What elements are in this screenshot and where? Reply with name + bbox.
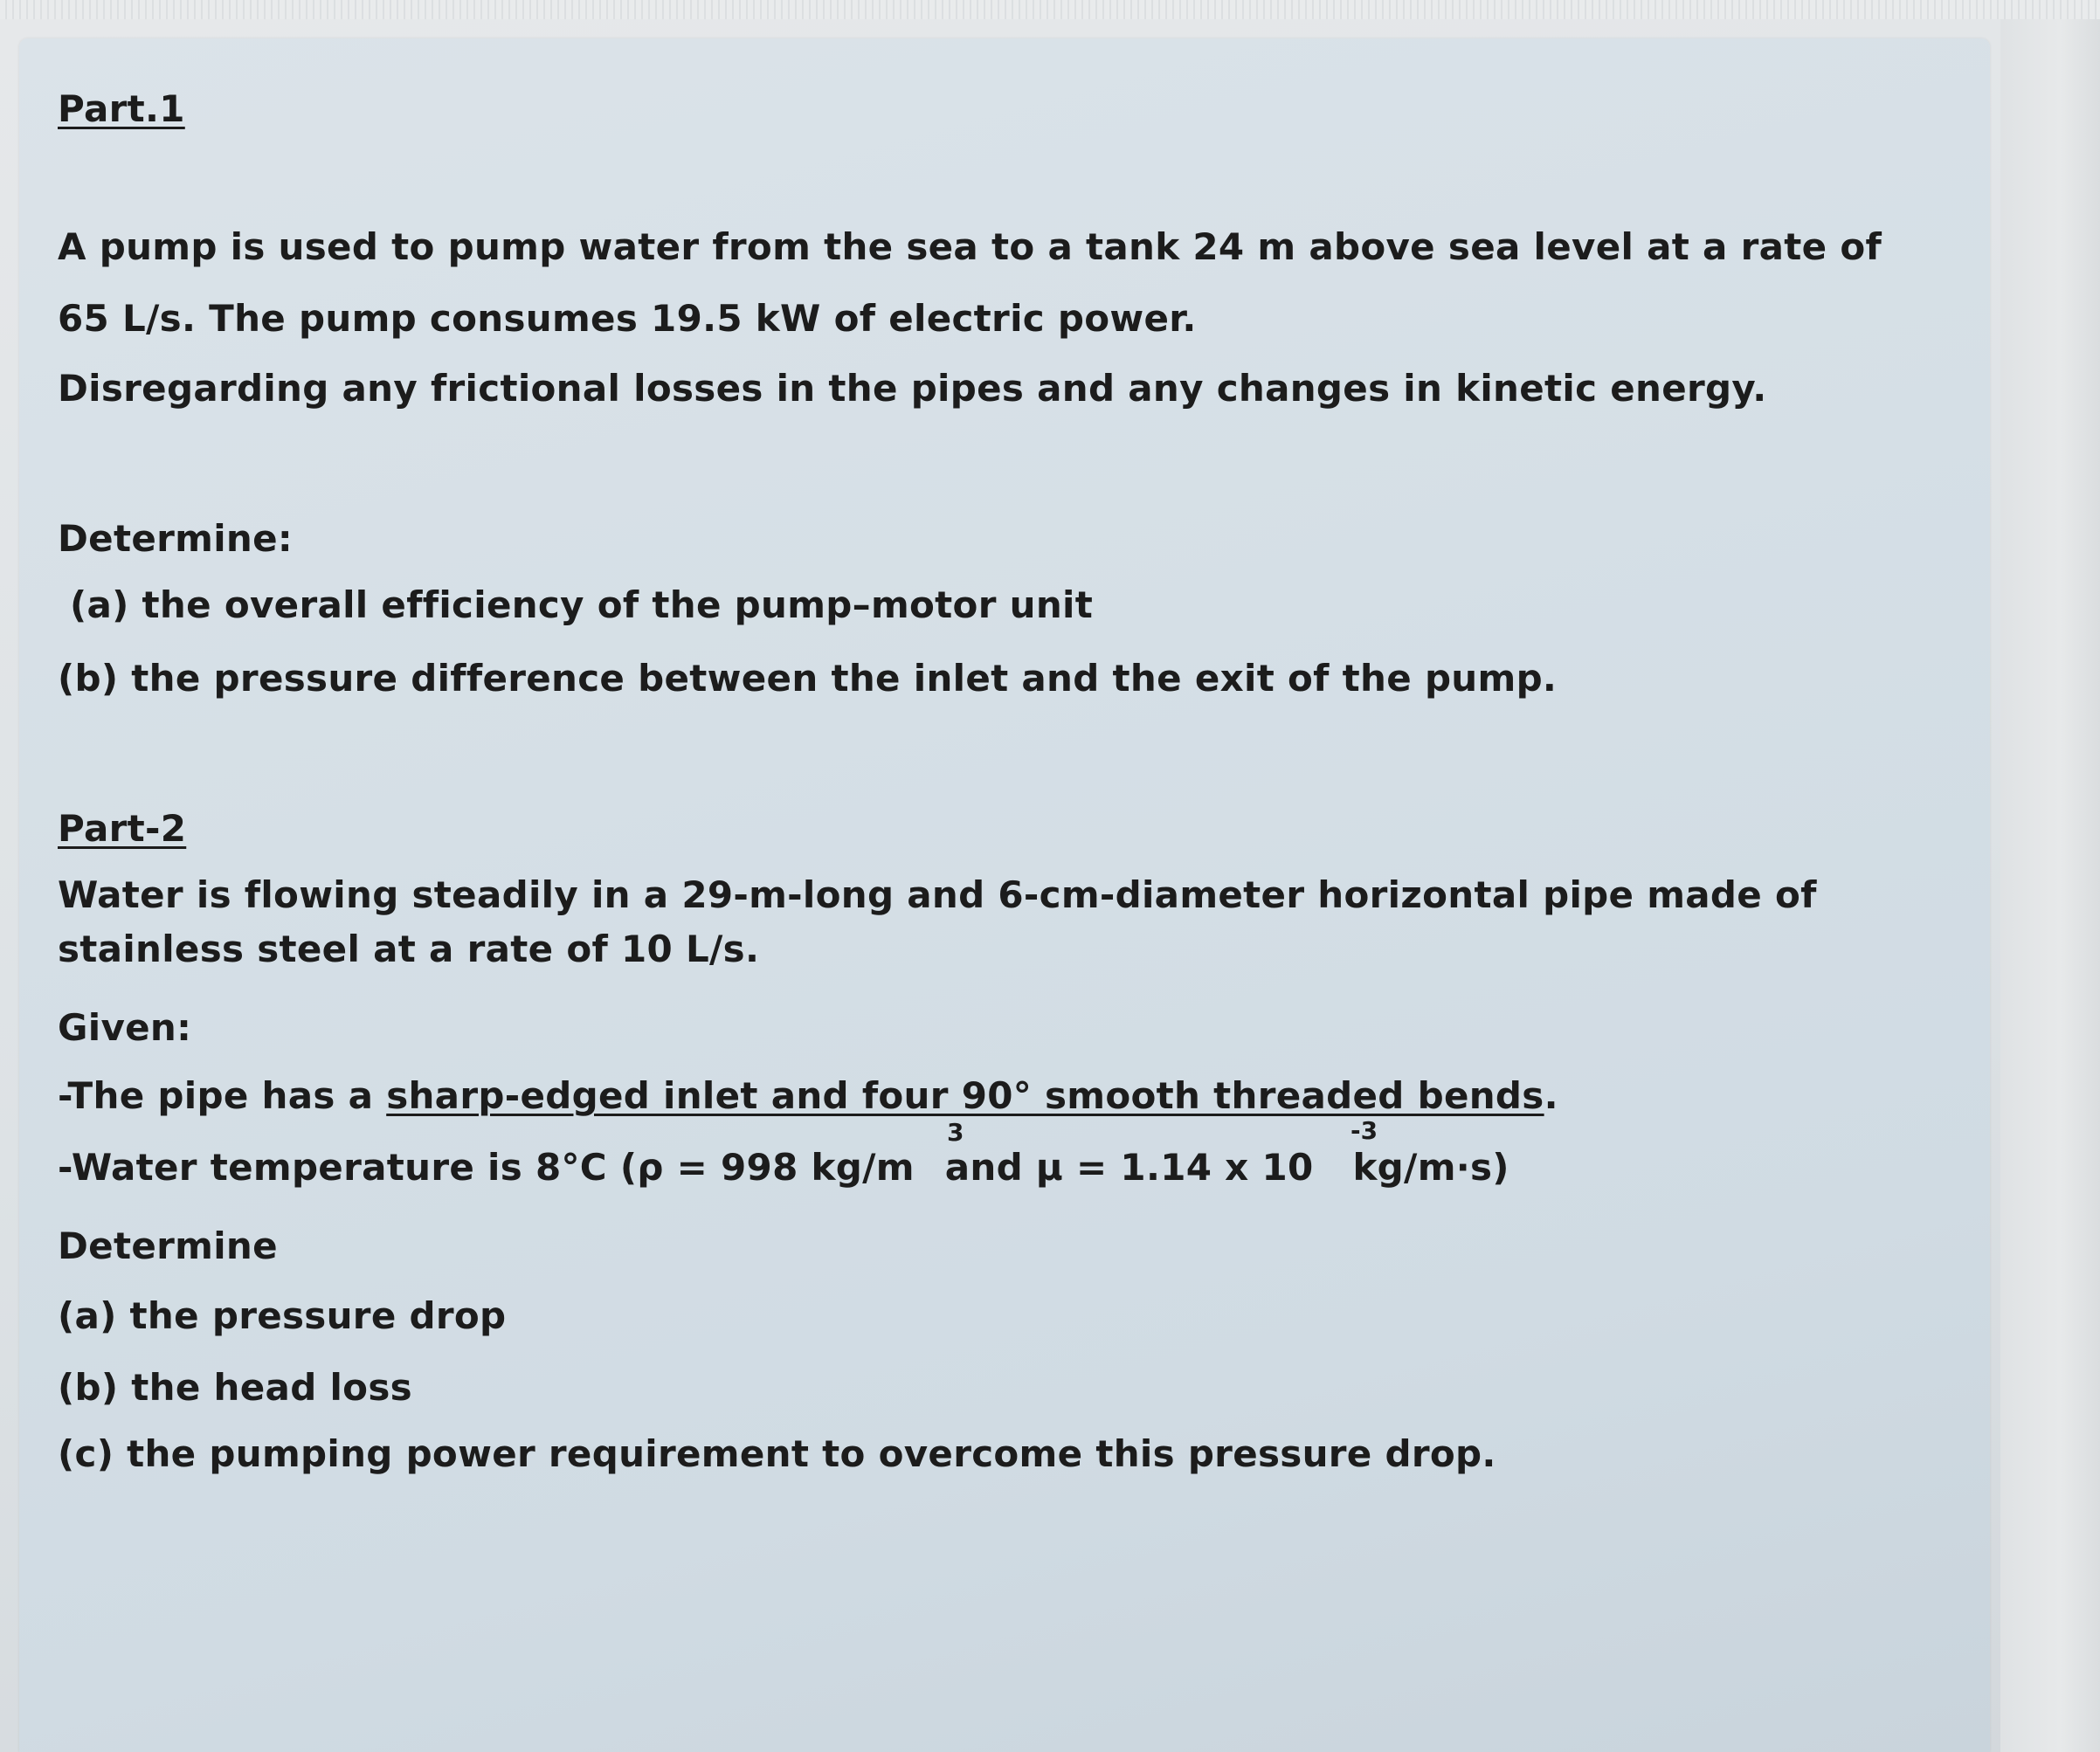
given-1-prefix: -The pipe has a — [58, 1074, 387, 1117]
part1-line-1: A pump is used to pump water from the sea to a tank 24 m above sea level at a rate of — [58, 225, 1882, 268]
part2-line-1: Water is flowing steadily in a 29-m-long and 6-cm-diameter horizontal pipe made of — [58, 873, 1817, 916]
part1-heading: Part.1 — [58, 87, 185, 130]
right-margin — [2000, 19, 2100, 1752]
part2-given-1 — [58, 1074, 1558, 1118]
top-strip — [0, 0, 2100, 19]
given-2-part-b: and μ = 1.14 x 10 — [931, 1146, 1314, 1189]
part2-heading: Part-2 — [58, 807, 187, 850]
part2-given-2 — [58, 1146, 1509, 1190]
given-2-part-c: kg/m·s) — [1339, 1146, 1509, 1189]
given-1-suffix: . — [1544, 1074, 1558, 1117]
part1-item-a: (a) the overall efficiency of the pump–motor unit — [70, 583, 1094, 626]
given-2-part-a: -Water temperature is 8°C (ρ = 998 kg/m — [58, 1146, 915, 1189]
part1-line-2: 65 L/s. The pump consumes 19.5 kW of electric power. — [58, 297, 1197, 340]
part2-item-a: (a) the pressure drop — [58, 1294, 507, 1337]
part1-determine-label: Determine: — [58, 517, 293, 560]
density-exponent: 3 — [947, 1118, 964, 1147]
viscosity-exponent: -3 — [1350, 1116, 1378, 1145]
part2-item-b: (b) the head loss — [58, 1366, 412, 1409]
part2-item-c: (c) the pumping power requirement to overcome this pressure drop. — [58, 1432, 1496, 1475]
given-1-underlined: sharp-edged inlet and four 90° smooth threaded bends — [386, 1074, 1544, 1117]
part1-line-3: Disregarding any frictional losses in the pipes and any changes in kinetic energy. — [58, 367, 1767, 410]
part2-determine-label: Determine — [58, 1224, 278, 1267]
part1-item-b: (b) the pressure difference between the inlet and the exit of the pump. — [58, 657, 1558, 700]
part2-line-2: stainless steel at a rate of 10 L/s. — [58, 928, 760, 970]
part2-given-label: Given: — [58, 1006, 192, 1049]
